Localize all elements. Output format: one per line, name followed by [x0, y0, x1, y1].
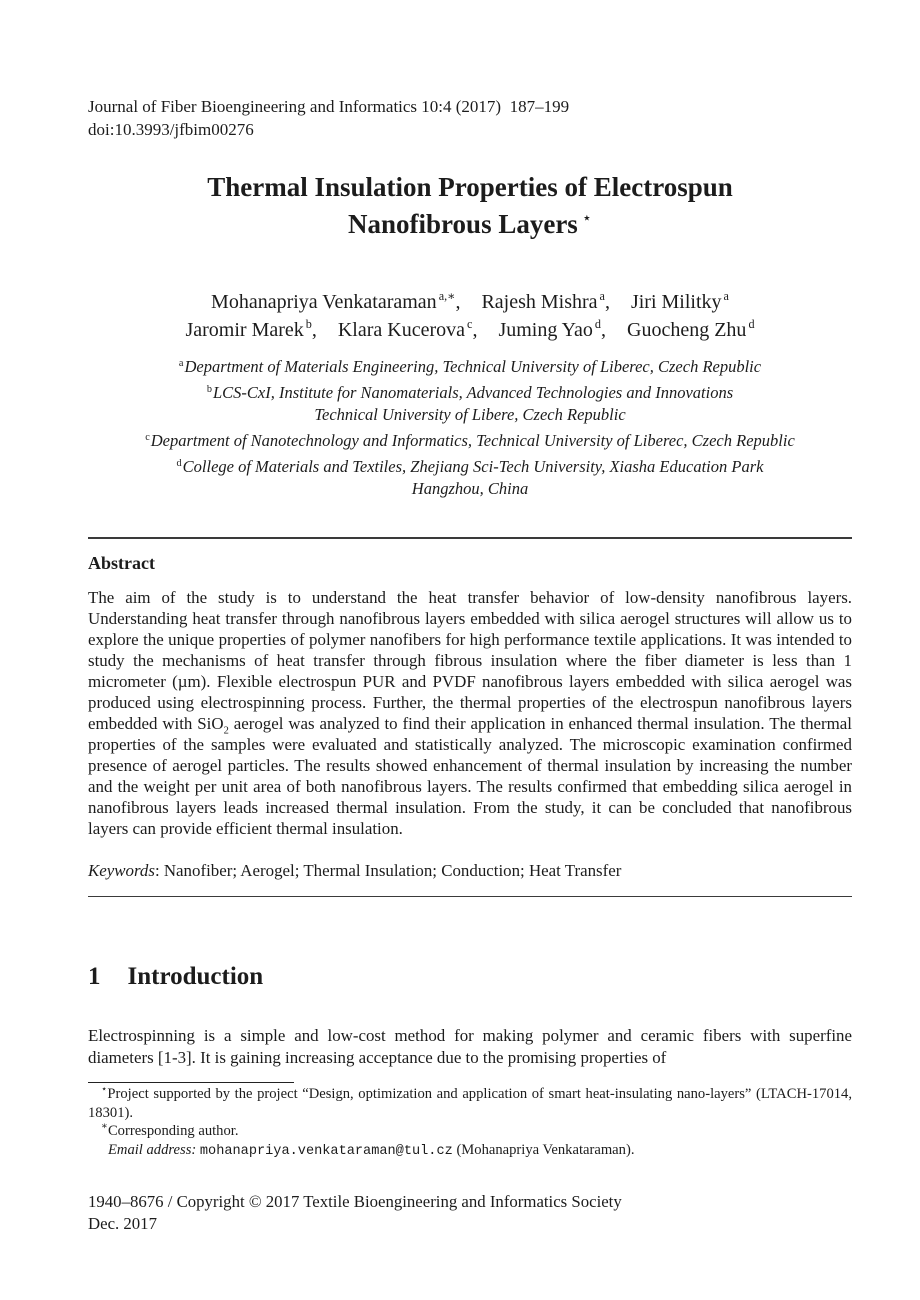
email-address: mohanapriya.venkataraman@tul.cz — [199, 1143, 453, 1159]
journal-line: Journal of Fiber Bioengineering and Informatics 10:4 (2017) 187–199 — [88, 97, 570, 116]
keywords-label: Keywords — [88, 860, 155, 880]
author-name: Mohanapriya Venkataraman — [211, 291, 437, 313]
author-name: Jaromir Marek — [185, 319, 304, 341]
footnote-email — [88, 1141, 852, 1162]
affiliation-text: Technical University of Libere, Czech Republic — [314, 405, 626, 424]
affiliation — [88, 356, 852, 378]
section-heading — [88, 961, 852, 993]
issn-copyright-line: 1940–8676 / Copyright © 2017 Textile Bioengineering and Informatics Society — [88, 1192, 622, 1212]
affiliation-marker: a — [178, 357, 184, 369]
footnote-divider — [88, 1082, 294, 1083]
footnote-corresponding-author — [88, 1122, 852, 1141]
title-line-1: Thermal Insulation Properties of Electrospun — [207, 172, 733, 202]
affiliation — [88, 382, 852, 426]
author-separator: , — [455, 291, 461, 313]
abstract-text-part1: The aim of the study is to understand the heat transfer behavior of low-density nanofibrous layers. Understanding heat transfer through nanofibrous layers embedded with silica aerogel structures will allow us to explore the unique properties of polymer nanofibers for high performance textile applications. It was intended to study the mechanisms of heat transfer through fibrous insulation where the fiber diameter is less than 1 micrometer (µm). Flexible electrospun PUR and PVDF nanofibrous layers embedded with silica aerogel was produced using electrospinning process. Further, the thermal properties of the electrospun nanofibrous layers embedded with — [88, 587, 852, 733]
footnote-corresponding-text: Corresponding author. — [107, 1123, 239, 1140]
author — [211, 291, 460, 313]
title-footnote-star: ⋆ — [581, 209, 592, 227]
author-name: Rajesh Mishra — [481, 291, 598, 313]
section-number: 1 — [88, 963, 101, 990]
abstract-paragraph — [88, 587, 852, 839]
footnote-project-text: Project supported by the project “Design, optimization and application of smart heat-insulating nano-layers” (LTACH-17014, 18301). — [88, 1086, 852, 1121]
abstract-top-divider — [88, 537, 852, 539]
author-separator: , — [311, 319, 317, 341]
journal-header — [88, 0, 852, 141]
footnote-asterisk-marker: ∗ — [101, 1121, 108, 1133]
title-line-2: Nanofibrous Layers — [348, 209, 578, 239]
author-affiliation-marker: a,∗ — [438, 289, 456, 304]
abstract-heading: Abstract — [88, 552, 155, 573]
affiliation — [88, 456, 852, 500]
affiliation-list — [88, 356, 852, 500]
author — [338, 319, 478, 341]
footnote-project — [88, 1085, 852, 1122]
paper-title — [88, 169, 852, 243]
author-affiliation-marker: d — [594, 317, 602, 332]
author-separator: , — [472, 319, 478, 341]
keywords-text: : Nanofiber; Aerogel; Thermal Insulation; Conduction; Heat Transfer — [154, 860, 622, 880]
author — [627, 319, 755, 341]
author-affiliation-marker: a — [599, 289, 605, 304]
author-name: Jiri Militky — [630, 291, 722, 313]
author — [185, 319, 316, 341]
affiliation-text: Department of Nanotechnology and Informatics, Technical University of Liberec, Czech Republic — [150, 431, 795, 450]
footnotes-block — [88, 1085, 852, 1161]
intro-paragraph: Electrospinning is a simple and low-cost method for making polymer and ceramic fibers with superfine diameters [1-3]. It is gaining increasing acceptance due to the promising properties of — [88, 1026, 852, 1067]
affiliation — [88, 430, 852, 452]
issue-date-line: Dec. 2017 — [88, 1214, 157, 1234]
page-footer — [88, 1191, 852, 1235]
affiliation-text: College of Materials and Textiles, Zhejiang Sci-Tech University, Xiasha Education Park — [182, 457, 764, 476]
affiliation-text: LCS-CxI, Institute for Nanomaterials, Advanced Technologies and Innovations — [212, 383, 734, 402]
abstract-text-part2: aerogel was analyzed to find their application in enhanced thermal insulation. The thermal properties of the samples were evaluated and statistically analyzed. The microscopic examination confirmed presence of aerogel particles. The results showed enhancement of thermal insulation by increasing the number and the weight per unit area of both nanofibrous layers. The results confirmed that embedding silica aerogel in nanofibrous layers leads increased thermal insulation. From the study, it can be concluded that nanofibrous layers can provide efficient thermal insulation. — [88, 713, 852, 838]
authors-line-1 — [88, 288, 852, 316]
affiliation-marker: d — [176, 457, 182, 469]
abstract-bottom-divider — [88, 896, 852, 898]
author-affiliation-marker: b — [305, 317, 312, 332]
author-affiliation-marker: c — [467, 317, 473, 332]
author-list — [88, 288, 852, 344]
affiliation-text: Department of Materials Engineering, Technical University of Liberec, Czech Republic — [184, 357, 762, 376]
author-name: Guocheng Zhu — [627, 319, 747, 341]
email-suffix: (Mohanapriya Venkataraman). — [456, 1141, 635, 1158]
author — [481, 291, 610, 313]
doi-line: doi:10.3993/jfbim00276 — [88, 120, 254, 139]
affiliation-marker: b — [206, 383, 212, 395]
author-affiliation-marker: d — [748, 317, 755, 332]
affiliation-marker: c — [145, 431, 150, 443]
author-name: Juming Yao — [498, 319, 593, 341]
authors-line-2 — [88, 316, 852, 344]
author — [498, 319, 606, 341]
author-name: Klara Kucerova — [337, 319, 466, 341]
author-affiliation-marker: a — [723, 289, 729, 304]
footnote-star-marker: ⋆ — [101, 1084, 108, 1096]
author-separator: , — [601, 319, 607, 341]
author-separator: , — [604, 291, 610, 313]
author — [631, 291, 729, 313]
chemical-formula-subscript: 2 — [223, 724, 229, 736]
chemical-formula-base: SiO — [197, 713, 224, 733]
section-title: Introduction — [127, 963, 264, 990]
keywords-line — [88, 860, 852, 882]
affiliation-text: Hangzhou, China — [411, 479, 529, 498]
email-label: Email address: — [108, 1141, 197, 1158]
